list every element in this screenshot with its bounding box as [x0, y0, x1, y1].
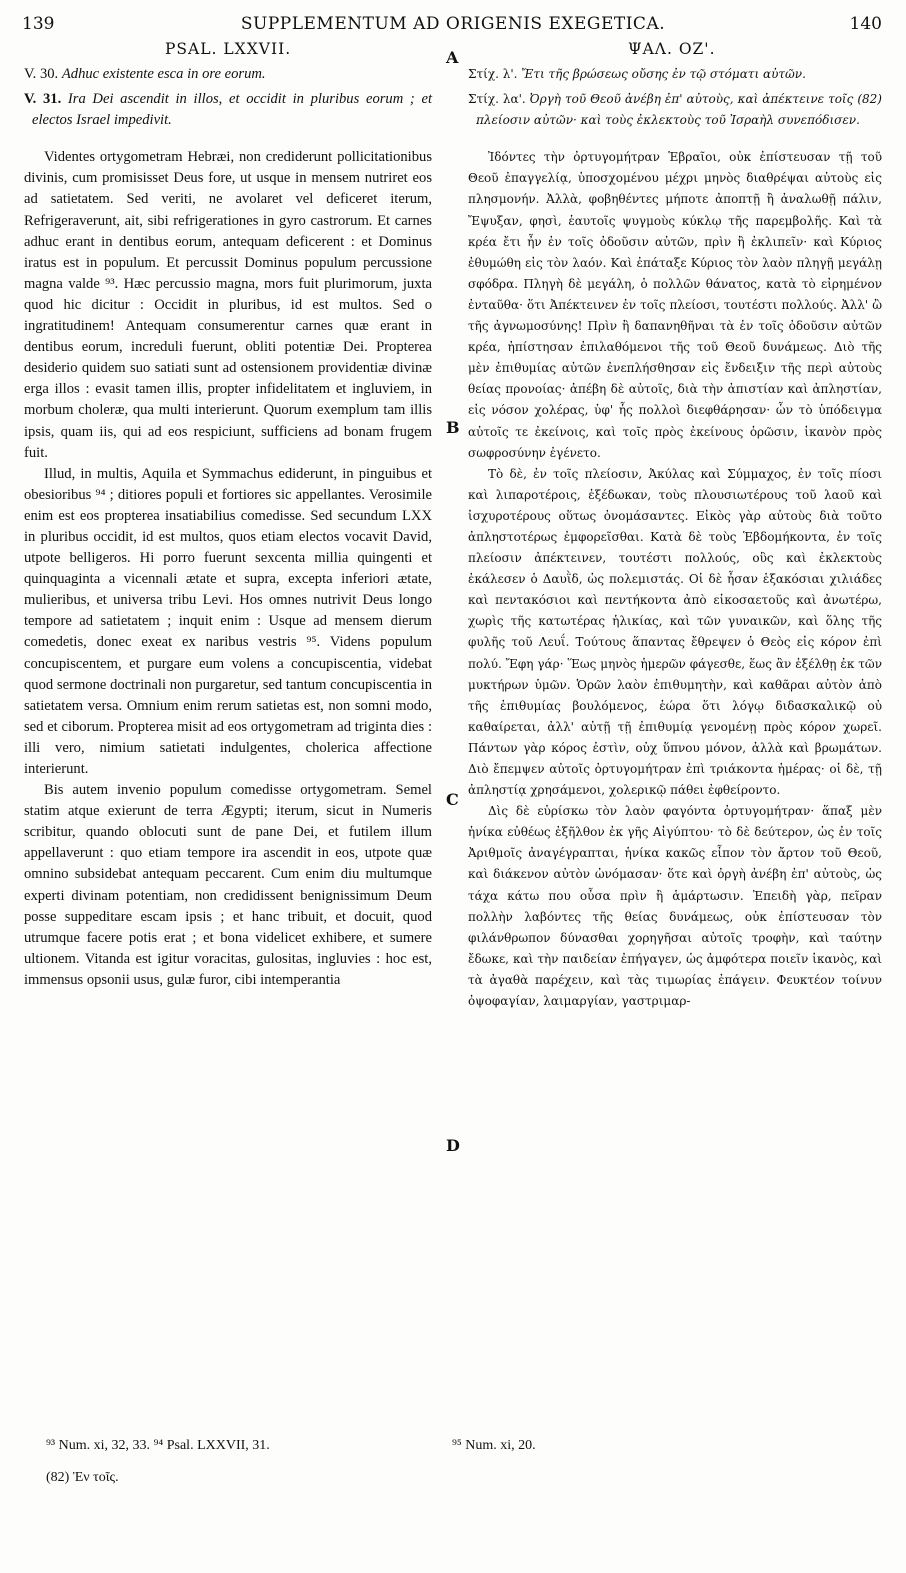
greek-paragraph-2: Τὸ δὲ, ἐν τοῖς πλείοσιν, Ἀκύλας καὶ Σύμμαχος, ἐν τοῖς πίοσι καὶ λιπαροτέροις, ἐξέδωκαν, τοὺς πλουσιωτέρους τοῦ λαοῦ καὶ ἰσχυροτέρους οὕτως ὀνομάσαντες. Εἰκὸς γὰρ αὐτοὺς διὰ τοῦτο ἀπληστοτέρως ἐμφορεῖσθαι. Κατὰ δὲ τοὺς Ἑβδομήκοντα, ἐν τοῖς πλείοσιν ἀπέκτεινεν, τουτέστι πολλούς, οὓς καὶ ἐκλεκτοὺς ἐκάλεσεν ὁ Δαυῒδ, ὡς πολεμιστάς. Οἱ δὲ ἦσαν ἑξακόσιαι χιλιάδες καὶ πεντακόσιοι καὶ πεντήκοντα ἀπὸ εἰκοσαετοῦς καὶ ἀνωτέρω, χωρὶς τῆς κατωτέρας ἡλικίας, καὶ τῶν γυναικῶν, καὶ ὅλης τῆς φυλῆς τοῦ Λευΐ. Τούτους ἅπαντας ἔθρεψεν ὁ Θεὸς εἰς κόρον ἐπὶ πολύ. Ἔφη γάρ· Ἕως μηνὸς ἡμερῶν φάγεσθε, ἕως ἂν ἐξέλθῃ ἐκ τῶν μυκτήρων ὑμῶν. Ὁρῶν λαὸν ἐπιθυμητὴν, καὶ καθᾶραι αὐτὸν ἀπὸ τῆς ἐπιθυμίας βουλόμενος, ἑώρα ὅτι λόγῳ διδασκαλικῷ οὐ καθαίρεται, ἀλλ' αὐτῇ τῇ ἐπιθυμίᾳ γενομένῃ πρὸς κόρον χωρεῖ. Πάντων γὰρ κόρος ἐστὶν, οὐχ ὕπνου μόνον, ἀλλὰ καὶ βρωμάτων. Διὸ ἔπεμψεν αὐτοῖς ὀρτυγομήτραν ἐπὶ τριάκοντα ἡμέρας· οἱ δὲ, τῇ ἀπληστίᾳ χρησάμενοι, χολερικῷ πάθει ἐφθείροντο.: [468, 466, 882, 798]
margin-marker-c: C: [446, 790, 459, 809]
latin-psalm-heading: PSAL. LXXVII.: [165, 40, 292, 58]
latin-verse-30: [24, 64, 432, 85]
page-number-left: 139: [22, 14, 55, 34]
latin-paragraph-3: Bis autem invenio populum comedisse ortygometram. Semel statim atque exierunt de terra Ægypti; iterum, sicut in Numeris scribitur, quando oblocuti sunt de pane Dei, et futilem illum appellaverunt : quo etiam tempore ira ascendit in eos, utpote quæ omnino subsidebat antequam peccarent. Cum enim diu multumque experti divinam potentiam, non credidissent benignissimum Deum posse suppeditare escam ipsis ; et hanc tribuit, et docuit, quod utrumque facere potis erat ; et bona videlicet exhibere, et sumere ultionem. Vitanda est igitur voracitas, gulositas, ingluvies : hoc est, immensus opsonii usus, gulæ furor, cibi intemperantia: [24, 782, 432, 988]
verse-number: V. 31.: [24, 91, 62, 108]
latin-paragraph-1: Videntes ortygometram Hebræi, non crediderunt pollicitationibus divinis, cum promisisset Deus fore, ut usque in mensem nutriret eos ad satietatem. Sed veriti, ne avolaret vel deficeret iterum, Refrigeraverunt, ait, sibi refrigerationes in gyro castrorum. Et carnes adhuc erant in dentibus eorum, antequam deficerent : et Dominus iratus est in populum. Et percussit Dominus populum percussione magna valde ⁹³. Hæc percussio magna, mors fuit plurimorum, juxta quod hic dicitur : Occidit in pluribus, id est multos. Sed o ingratitudinem! Antequam consumerentur carnes quæ erant in dentibus eorum, increduli fuerunt, obliti potentiæ Dei. Propterea desiderio quidem suo satiati sunt ad ostensionem providentiæ divinæ erga illos : evasit tamen illis, propter infidelitatem et ingluviem, in morbum choleræ, qua multi interierunt. Quorum exemplum tam illis ipsis, quam iis, qui ad eos respiciunt, sufficiens ad bonam frugem fuit.: [24, 149, 432, 461]
greek-column: [468, 64, 882, 1012]
footnote-95: ⁹⁵ Num. xi, 20.: [452, 1438, 536, 1453]
margin-marker-a: A: [446, 48, 459, 67]
verse-text: Ἔτι τῆς βρώσεως οὔσης ἐν τῷ στόματι αὐτῶν.: [521, 67, 806, 81]
verse-number: Στίχ. λα'.: [468, 92, 526, 107]
running-title: SUPPLEMENTUM AD ORIGENIS EXEGETICA.: [240, 14, 666, 34]
page-header: [0, 14, 906, 36]
verse-number: Στίχ. λ'.: [468, 67, 518, 81]
verse-text: Adhuc existente esca in ore eorum.: [61, 66, 266, 82]
latin-paragraph-2: Illud, in multis, Aquila et Symmachus ediderunt, in pinguibus et obesioribus ⁹⁴ ; ditiores populi et fortiores sic appellantes. Verosimile enim est eos propterea insatiabilius comedisse. Sed secundum LXX in pluribus occidit, id est multos, quos etiam electos vocavit David, utpote belligeros. Hi porro fuerunt sexcenta millia quingenti et quinquaginta a vicennali ætate et supra, excepta inferiori ætate, mulieribus, et universa tribu Levi. Hos omnes nutrivit Deus longo tempore ad satietatem ; inquit enim : Usque ad mensem dierum comedetis, donec exeat ex naribus vestris ⁹⁵. Videns populum concupiscentem, et purgare eum volens a concupiscentia, videbat quod sermone doctrinali non purgaretur, sed tantum concupiscentia in satietatem versa. Omnium enim rerum satietas est, non somni modo, sed et ciborum. Propterea misit ad eos ortygometram ad triginta dies : illi vero, nimium satietati indulgentes, cholerica affectione interierunt.: [24, 465, 432, 777]
greek-paragraph-1: Ἰδόντες τὴν ὀρτυγομήτραν Ἑβραῖοι, οὐκ ἐπίστευσαν τῇ τοῦ Θεοῦ ἐπαγγελίᾳ, ὑποσχομένου μέχρι μηνὸς διαθρέψαι αὐτοὺς εἰς πλησμονήν. Ἀλλὰ, φοβηθέντες μήποτε ἀποπτῇ ἢ ἀναλωθῇ πάλιν, Ἔψυξαν, φησὶ, ἑαυτοῖς ψυγμοὺς κύκλῳ τῆς παρεμβολῆς. Καὶ τὰ κρέα ἔτι ἦν ἐν τοῖς ὀδοῦσιν αὐτῶν, πρὶν ἢ ἐκλιπεῖν· καὶ Κύριος ἐθυμώθη εἰς τὸν λαόν. Καὶ ἐπάταξε Κύριος τὸν λαὸν πληγῇ μεγάλῃ σφόδρα. Πληγὴ δὲ μεγάλη, ὁ πολλῶν θάνατος, κατὰ τὸ εἰρημένον ἐνταῦθα· ὅτι Ἀπέκτεινεν ἐν τοῖς πλείοσι, τουτέστι πολλούς. Ἀλλ' ὢ τῆς ἀγνωμοσύνης! Πρὶν ἢ δαπανηθῆναι τὰ ἐν τοῖς ὀδοῦσιν αὐτῶν κρέα, ἠπίστησαν ἐπιλαθόμενοι τῆς τοῦ Θεοῦ δυνάμεως. Διὸ τῆς μὲν ἐπιθυμίας αὐτῶν ἐνεπλήσθησαν εἰς ἔνδειξιν τῆς περὶ αὐτοὺς θείας προνοίας· ἀπέβη δὲ αὐτοῖς, διὰ τὴν ἀπιστίαν καὶ ἀπληστίαν, εἰς νόσον χολέρας, ὑφ' ἧς πολλοὶ διεφθάρησαν· ὧν τὸ ὑπόδειγμα αὐτοῖς τε ἐκείνοις, καὶ τοῖς πρὸς ἐκείνους ὁρῶσιν, ἱκανὸν πρὸς σωφροσύνην ἐγένετο.: [468, 150, 882, 460]
latin-verse-31: [24, 89, 432, 131]
greek-verse-30: [468, 64, 882, 85]
greek-paragraph-3: Δὶς δὲ εὑρίσκω τὸν λαὸν φαγόντα ὀρτυγομήτραν· ἅπαξ μὲν ἡνίκα εὐθέως ἐξῆλθον ἐκ γῆς Αἰγύπτου· τὸ δὲ δεύτερον, ὡς ἐν τοῖς Ἀριθμοῖς ἀναγέγραπται, ἡνίκα κακῶς εἶπον τὸν ἄρτον τοῦ Θεοῦ, καὶ διάκενον αὐτὸν ὠνόμασαν· ὅτε καὶ ὀργὴ ἀνέβη ἐπ' αὐτοὺς, ὡς τάχα κάτω που οὖσα πρὶν ἢ ἁμάρτωσιν. Ἐπειδὴ γὰρ, πεῖραν πολλὴν λαβόντες τῆς θείας δυνάμεως, οὐκ ἐπίστευσαν τὸν φιλάνθρωπον δύνασθαι χορηγῆσαι αὐτοῖς τροφὴν, καὶ ταύτην ἔδωκε, καὶ τὴν παιδείαν ἐπήγαγεν, ὡς ἀμφότερα ποιεῖν ἱκανὸς, καὶ τὰ ἀγαθὰ παρέχειν, καὶ τὰς τιμωρίας ἐπάγειν. Φευκτέον τοίνυν ὀψοφαγίαν, λαιμαργίαν, γαστριμαρ-: [468, 804, 882, 1009]
latin-column: [24, 64, 432, 991]
verse-number: V. 30.: [24, 66, 59, 82]
greek-verse-31: [468, 89, 882, 131]
greek-psalm-heading: ΨΑΛ. ΟΖ'.: [628, 40, 716, 58]
verse-text: Ὀργὴ τοῦ Θεοῦ ἀνέβη ἐπ' αὐτοὺς, καὶ ἀπέκτεινε τοῖς (82) πλείοσιν αὐτῶν· καὶ τοὺς ἐκλεκτοὺς τοῦ Ἰσραὴλ συνεπόδισεν.: [476, 92, 882, 128]
margin-marker-b: B: [446, 418, 460, 437]
footnote-93-94: ⁹³ Num. xi, 32, 33. ⁹⁴ Psal. LXXVII, 31.: [46, 1438, 270, 1453]
margin-marker-d: D: [446, 1136, 460, 1155]
verse-text: Ira Dei ascendit in illos, et occidit in pluribus eorum ; et electos Israel impedivit.: [32, 91, 432, 129]
page-number-right: 140: [849, 14, 882, 34]
footnote-82: (82) Ἐν τοῖς.: [46, 1470, 119, 1485]
